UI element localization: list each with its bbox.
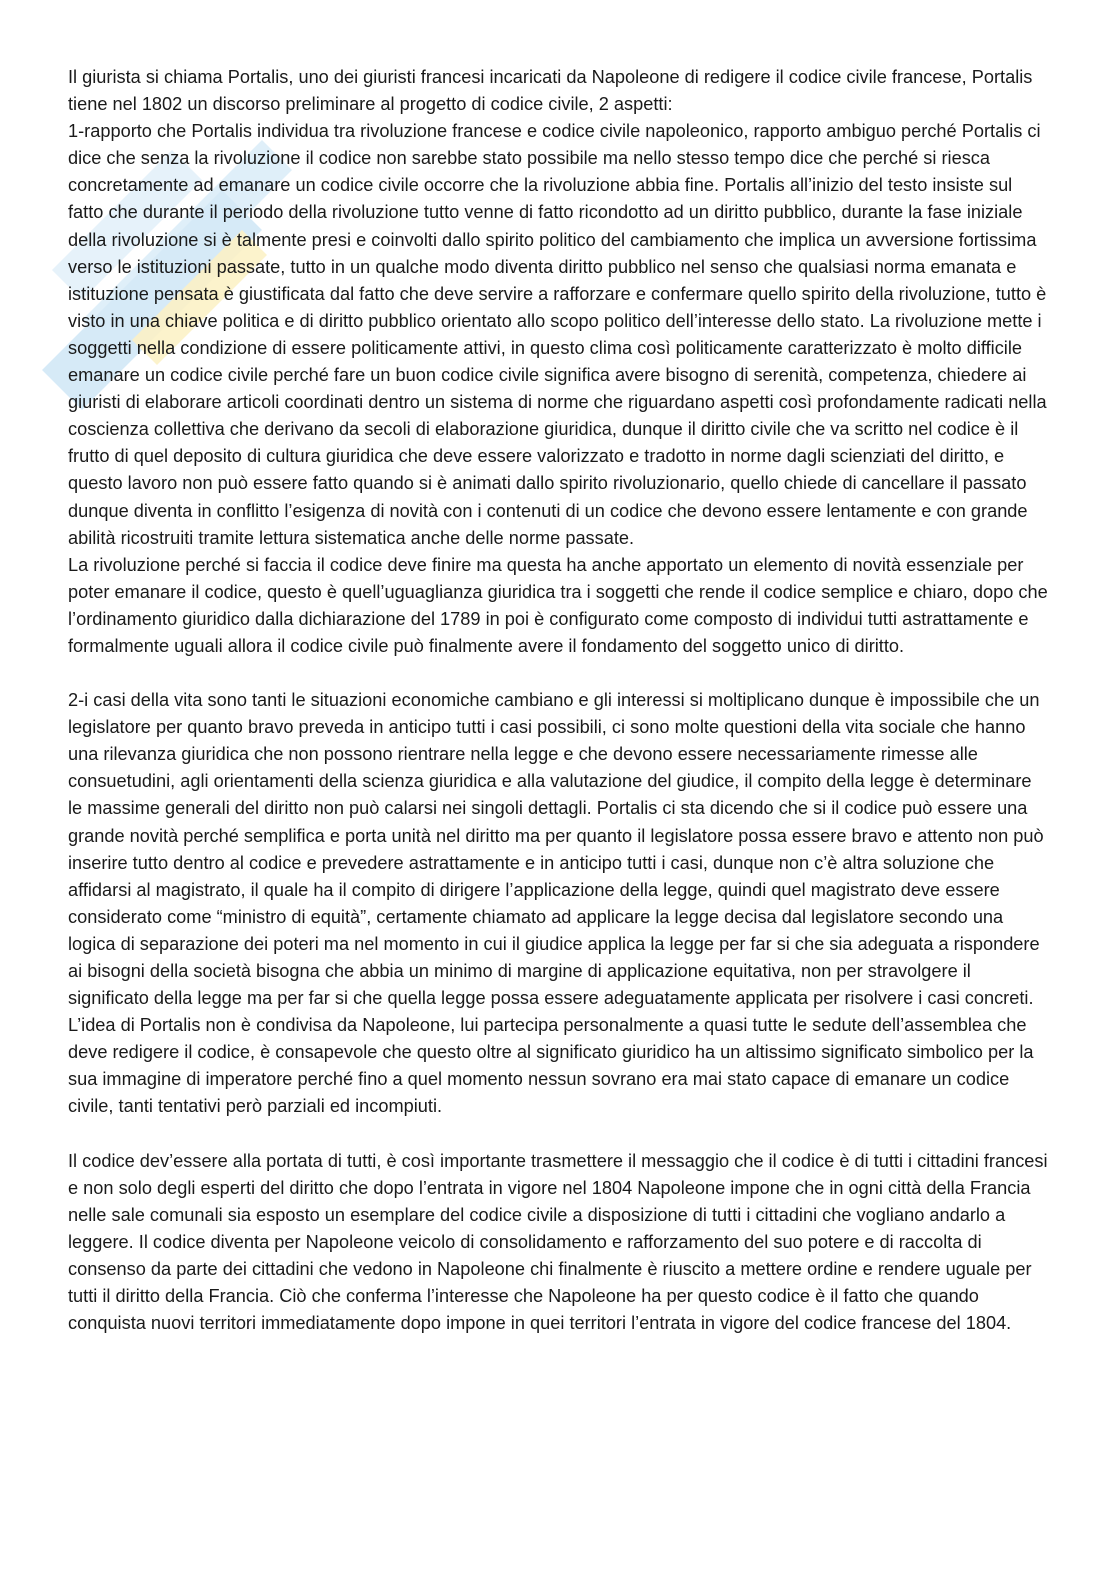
paragraph-conclusion: Il codice dev’essere alla portata di tutti, è così importante trasmettere il messaggio che il codice è di tutti i cittadini francesi e non solo degli esperti del diritto che dopo l’entrata in vigore nel 1804 Napoleone impone che in ogni città della Francia nelle sale comunali sia esposto un esemplare del codice civile a disposizione di tutti i cittadini che vogliano andarlo a leggere. Il codice diventa per Napoleone veicolo di consolidamento e rafforzamento del suo potere e di raccolta di consenso da parte dei cittadini che vedono in Napoleone chi finalmente è riuscito a mettere ordine e rendere uguale per tutti il diritto della Francia. Ciò che conferma l’interesse che Napoleone ha per questo codice è il fatto che quando conquista nuovi territori immediatamente dopo impone in quei territori l’entrata in vigore del codice francese del 1804.	[68, 1150, 1048, 1334]
paragraph-equality: La rivoluzione perché si faccia il codice deve finire ma questa ha anche apportato un elemento di novità essenziale per poter emanare il codice, questo è quell’uguaglianza giuridica tra i soggetti che rende il codice semplice e chiaro, dopo che l’ordinamento giuridico dalla dichiarazione del 1789 in poi è configurato come composto di individui tutti astrattamente e formalmente uguali allora il codice civile può finalmente avere il fondamento del soggetto unico di diritto.	[68, 554, 1048, 656]
paragraph-spacer	[68, 1121, 1048, 1148]
paragraph-spacer	[68, 660, 1048, 687]
paragraph-aspect-one: 1-rapporto che Portalis individua tra rivoluzione francese e codice civile napoleonico, rapporto ambiguo perché Portalis ci dice che senza la rivoluzione il codice non sarebbe stato possibile ma nello stesso tempo dice che perché si riesca concretamente ad emanare un codice civile occorre che la rivoluzione abbia fine. Portalis all’inizio del testo insiste sul fatto che durante il periodo della rivoluzione tutto venne di fatto ricondotto ad un diritto pubblico, durante la fase iniziale della rivoluzione si è talmente presi e coinvolti dallo spirito politico del cambiamento che implica un avversione fortissima verso le istituzioni passate, tutto in un qualche modo diventa diritto pubblico nel senso che qualsiasi norma emanata e istituzione pensata è giustificata dal fatto che deve servire a rafforzare e confermare quello spirito della rivoluzione, tutto è visto in una chiave politica e di diritto pubblico orientato allo scopo politico dell’interesse dello stato. La rivoluzione mette i soggetti nella condizione di essere politicamente attivi, in questo clima così politicamente caratterizzato è molto difficile emanare un codice civile perché fare un buon codice civile significa avere bisogno di serenità, competenza, chiedere ai giuristi di elaborare articoli coordinati dentro un sistema di norme che riguardano aspetti così profondamente radicati nella coscienza collettiva che derivano da secoli di elaborazione giuridica, dunque il diritto civile che va scritto nel codice è il frutto di quel deposito di cultura giuridica che deve essere valorizzato e tradotto in norme dagli scienziati del diritto, e questo lavoro non può essere fatto quando si è animati dallo spirito rivoluzionario, quello chiede di cancellare il passato dunque diventa in conflitto l’esigenza di novità con i contenuti di un codice che devono essere lentamente e con grande abilità ricostruiti tramite lettura sistematica anche delle norme passate.	[68, 121, 1047, 548]
document-body	[68, 64, 1048, 1337]
paragraph-intro: Il giurista si chiama Portalis, uno dei giuristi francesi incaricati da Napoleone di redigere il codice civile francese, Portalis tiene nel 1802 un discorso preliminare al progetto di codice civile, 2 aspetti:	[68, 67, 1033, 115]
paragraph-aspect-two: 2-i casi della vita sono tanti le situazioni economiche cambiano e gli interessi si moltiplicano dunque è impossibile che un legislatore per quanto bravo preveda in anticipo tutti i casi possibili, ci sono molte questioni della vita sociale che hanno una rilevanza giuridica che non possono rientrare nella legge e che devono essere necessariamente rimesse alle consuetudini, agli orientamenti della scienza giuridica e alla valutazione del giudice, il compito della legge è determinare le massime generali del diritto non può calarsi nei singoli dettagli. Portalis ci sta dicendo che si il codice può essere una grande novità perché semplifica e porta unità nel diritto ma per quanto il legislatore possa essere bravo e attento non può inserire tutto dentro al codice e prevedere astrattamente e in anticipo tutti i casi, dunque non c’è altra soluzione che affidarsi al magistrato, il quale ha il compito di dirigere l’applicazione della legge, quindi quel magistrato deve essere considerato come “ministro di equità”, certamente chiamato ad applicare la legge decisa dal legislatore secondo una logica di separazione dei poteri ma nel momento in cui il giudice applica la legge per far si che sia adeguata a rispondere ai bisogni della società bisogna che abbia un minimo di margine di applicazione equitativa, non per stravolgere il significato della legge ma per far si che quella legge possa essere adeguatamente applicata per risolvere i casi concreti. L’idea di Portalis non è condivisa da Napoleone, lui partecipa personalmente a quasi tutte le sedute dell’assemblea che deve redigere il codice, è consapevole che questo oltre al significato giuridico ha un altissimo significato simbolico per la sua immagine di imperatore perché fino a quel momento nessun sovrano era mai stato capace di emanare un codice civile, tanti tentativi però parziali ed incompiuti.	[68, 690, 1044, 1117]
